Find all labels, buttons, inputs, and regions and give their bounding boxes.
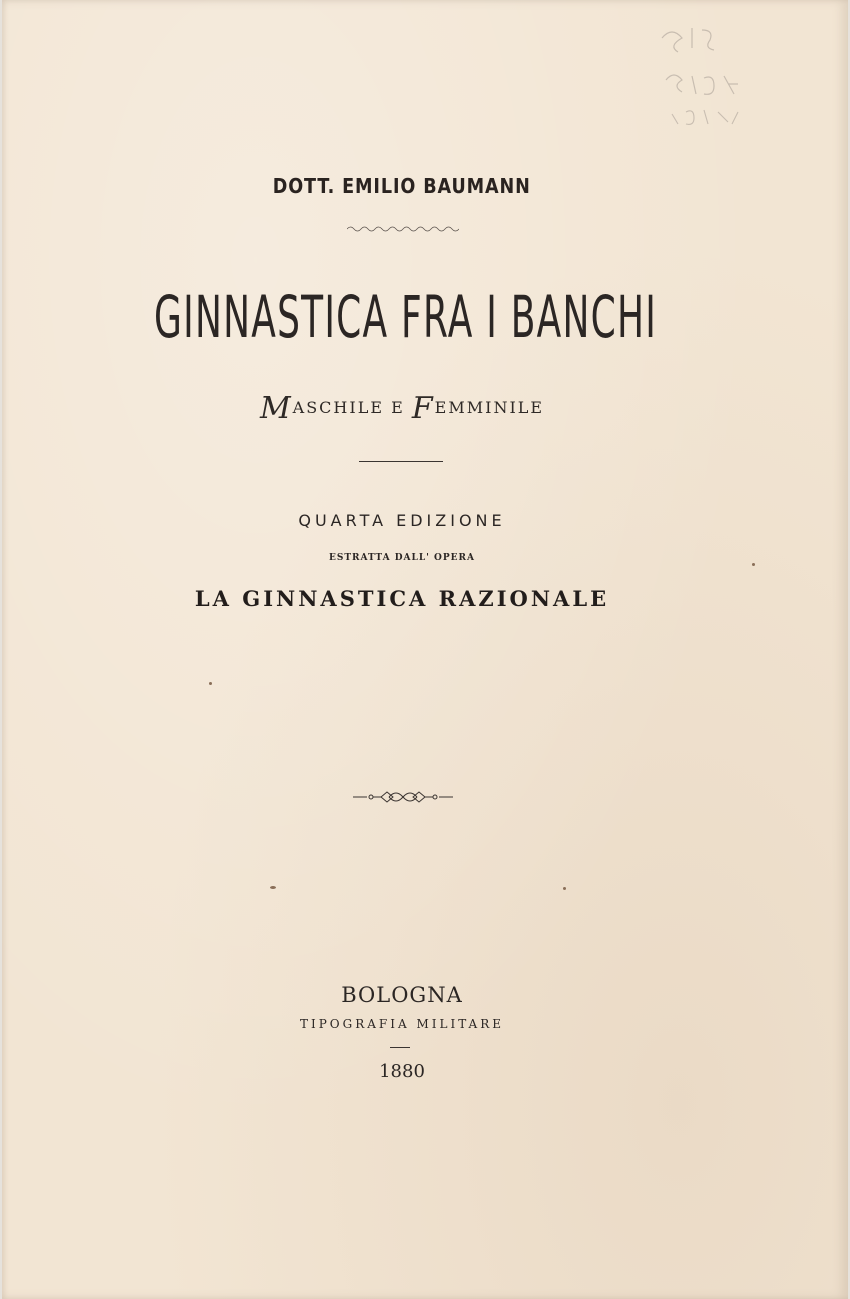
imprint-rule [390,1047,410,1048]
paper-speck [752,563,755,566]
author-name: DOTT. EMILIO BAUMANN [272,174,531,198]
divider-rule [359,461,443,462]
parent-work-title: LA GINNASTICA RAZIONALE [194,586,610,611]
imprint-year: 1880 [379,1061,425,1082]
paper-speck [209,682,212,685]
paper-speck [270,886,276,889]
paper-speck [563,887,566,890]
pencil-shelfmark [652,18,772,128]
title-page [2,0,848,1299]
edition-statement: QUARTA EDIZIONE [298,511,506,530]
subtitle-text-1: ASCHILE E [292,398,412,417]
imprint-city: BOLOGNA [341,983,463,1007]
book-title: GINNASTICA FRA I BANCHI [154,283,658,351]
wave-ornament [347,224,459,234]
subtitle-text-2: EMMINILE [434,398,545,417]
subtitle-initial-f: F [411,391,435,426]
imprint-printer: TIPOGRAFIA MILITARE [299,1017,505,1031]
extracted-from-label: ESTRATTA DALL' OPERA [329,553,475,563]
book-subtitle [2,391,802,426]
subtitle-initial-m: M [259,391,293,426]
printers-ornament [351,788,455,806]
